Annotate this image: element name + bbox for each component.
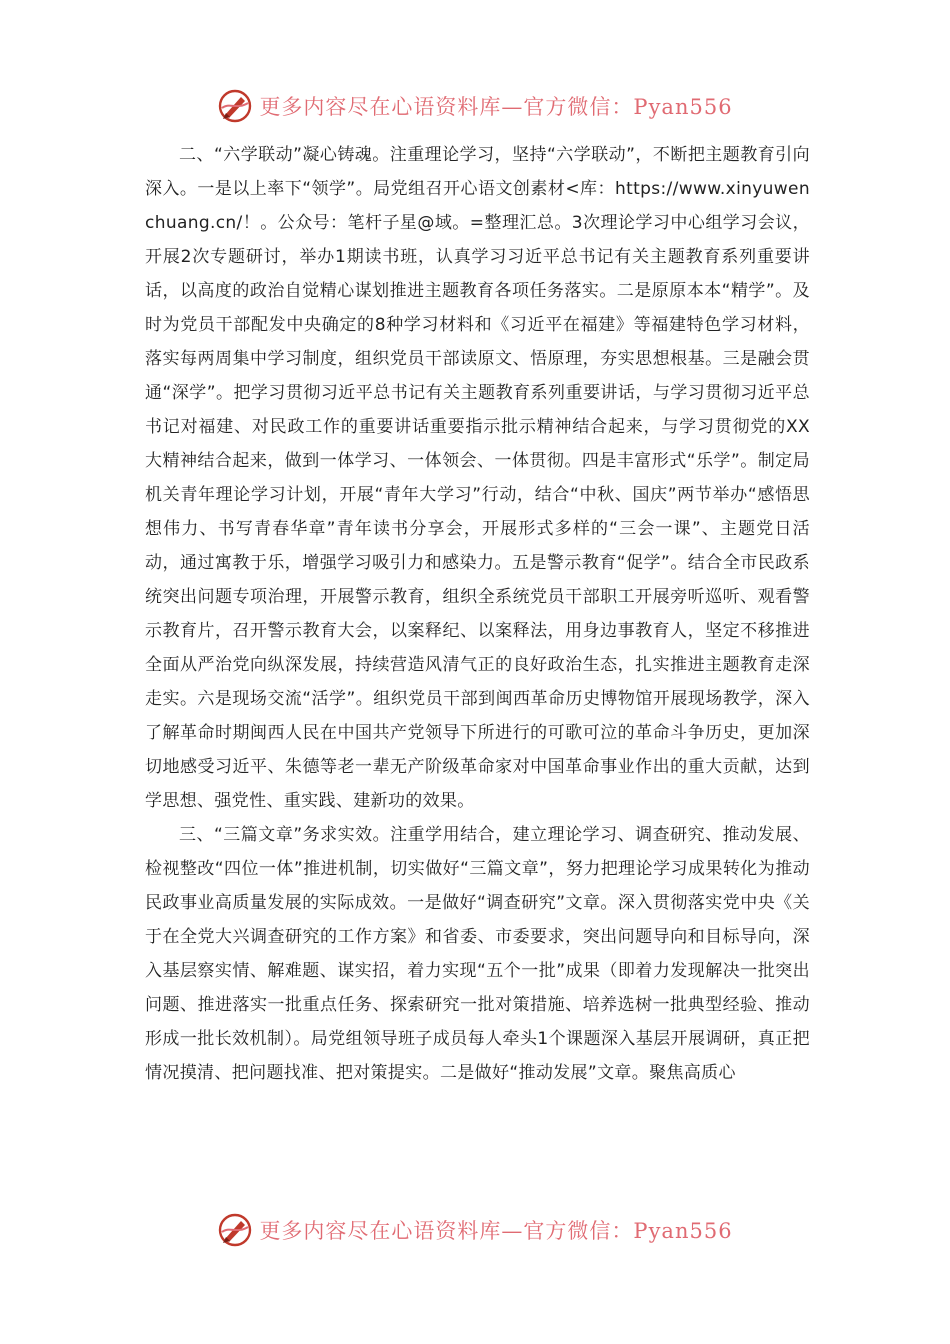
paragraph-six-learning: 二、“六学联动”凝心铸魂。注重理论学习，坚持“六学联动”，不断把主题教育引向深入。一是以上率下“领学”。局党组召开心语文创素材<库：https://www.xinyuwenchuang.cn/！。公众号：笔杆子星@域。=整理汇总。3次理论学习中心组学习会议，开展2次专题研讨，举办1期读书班，认真学习习近平总书记有关主题教育系列重要讲话，以高度的政治自觉精心谋划推进主题教育各项任务落实。二是原原本本“精学”。及时为党员干部配发中央确定的8种学习材料和《习近平在福建》等福建特色学习材料，落实每两周集中学习制度，组织党员干部读原文、悟原理，夯实思想根基。三是融会贯通“深学”。把学习贯彻习近平总书记有关主题教育系列重要讲话，与学习贯彻习近平总书记对福建、对民政工作的重要讲话重要指示批示精神结合起来，与学习贯彻党的XX大精神结合起来，做到一体学习、一体领会、一体贯彻。四是丰富形式“乐学”。制定局机关青年理论学习计划，开展“青年大学习”行动，结合“中秋、国庆”两节举办“感悟思想伟力、书写青春华章”青年读书分享会，开展形式多样的“三会一课”、主题党日活动，通过寓教于乐，增强学习吸引力和感染力。五是警示教育“促学”。结合全市民政系统突出问题专项治理，开展警示教育，组织全系统党员干部职工开展旁听巡听、观看警示教育片，召开警示教育大会，以案释纪、以案释法，用身边事教育人，坚定不移推进全面从严治党向纵深发展，持续营造风清气正的良好政治生态，扎实推进主题教育走深走实。六是现场交流“活学”。组织党员干部到闽西革命历史博物馆开展现场教学，深入了解革命时期闽西人民在中国共产党领导下所进行的可歌可泣的革命斗争历史，更加深切地感受习近平、朱德等老一辈无产阶级革命家对中国革命事业作出的重大贡献，达到学思想、强党性、重实践、建新功的效果。 [145,145,810,811]
watermark-text: 更多内容尽在心语资料库—官方微信：Pyan556 [259,1219,733,1243]
document-body [145,138,810,1090]
pen-ribbon-logo-icon [217,88,253,124]
watermark-text: 更多内容尽在心语资料库—官方微信：Pyan556 [259,95,733,119]
pen-ribbon-logo-icon [217,1212,253,1248]
header-watermark-banner [0,82,950,130]
footer-watermark-banner [0,1206,950,1254]
paragraph-three-articles: 三、“三篇文章”务求实效。注重学用结合，建立理论学习、调查研究、推动发展、检视整改“四位一体”推进机制，切实做好“三篇文章”，努力把理论学习成果转化为推动民政事业高质量发展的实际成效。一是做好“调查研究”文章。深入贯彻落实党中央《关于在全党大兴调查研究的工作方案》和省委、市委要求，突出问题导向和目标导向，深入基层察实情、解难题、谋实招，着力实现“五个一批”成果（即着力发现解决一批突出问题、推进落实一批重点任务、探索研究一批对策措施、培养选树一批典型经验、推动形成一批长效机制）。局党组领导班子成员每人牵头1个课题深入基层开展调研，真正把情况摸清、把问题找准、把对策提实。二是做好“推动发展”文章。聚焦高质心 [145,825,810,1083]
